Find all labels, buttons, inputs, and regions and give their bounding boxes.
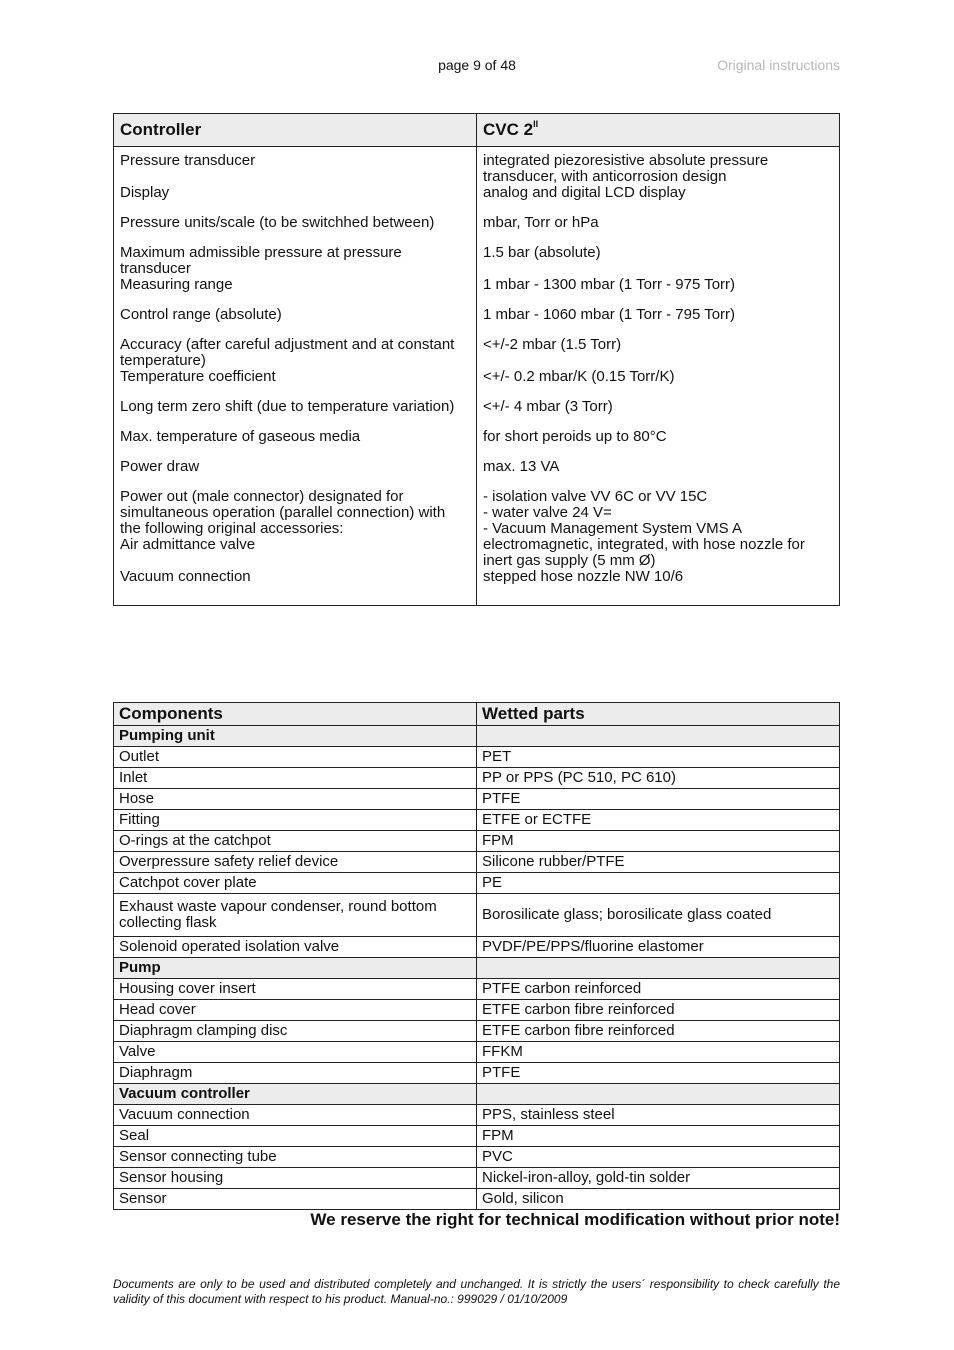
component-row — [114, 873, 840, 894]
spec-label: Pressure transducer — [120, 152, 256, 169]
spec-value: max. 13 VA — [477, 459, 840, 489]
model-superscript: II — [533, 119, 539, 129]
component-row — [114, 1021, 840, 1042]
component-name: Sensor housing — [114, 1168, 477, 1189]
wetted-part-material: Silicone rubber/PTFE — [477, 852, 840, 873]
component-row — [114, 831, 840, 852]
spec-value: integrated piezoresistive absolute pressure transducer, with anticorrosion design — [477, 147, 840, 186]
controller-spec-row — [114, 277, 840, 307]
component-name: Vacuum connection — [114, 1105, 477, 1126]
wetted-part-material — [477, 958, 840, 979]
component-name: Diaphragm — [114, 1063, 477, 1084]
wetted-part-material: FPM — [477, 831, 840, 852]
wetted-part-material: ETFE carbon fibre reinforced — [477, 1021, 840, 1042]
controller-header: Controller — [114, 114, 477, 147]
component-group-row — [114, 958, 840, 979]
spec-value: analog and digital LCD display — [477, 185, 840, 215]
component-row — [114, 1126, 840, 1147]
spec-value: electromagnetic, integrated, with hose nozzle for inert gas supply (5 mm Ø) — [477, 537, 840, 569]
wetted-part-material: PET — [477, 747, 840, 768]
component-name: Outlet — [114, 747, 477, 768]
wetted-part-material: Nickel-iron-alloy, gold-tin solder — [477, 1168, 840, 1189]
controller-spec-row — [114, 459, 840, 489]
controller-spec-row — [114, 569, 840, 606]
component-row — [114, 1063, 840, 1084]
components-header: Components — [114, 703, 477, 726]
spec-label: Temperature coefficient — [120, 368, 276, 385]
component-row — [114, 810, 840, 831]
spec-value: 1 mbar - 1300 mbar (1 Torr - 975 Torr) — [477, 277, 840, 307]
component-row — [114, 747, 840, 768]
wetted-part-material — [477, 1084, 840, 1105]
wetted-part-material: Borosilicate glass; borosilicate glass coated — [477, 894, 840, 937]
controller-spec-row — [114, 369, 840, 399]
components-table-header — [114, 703, 840, 726]
wetted-part-material: PP or PPS (PC 510, PC 610) — [477, 768, 840, 789]
component-row — [114, 937, 840, 958]
component-name: Head cover — [114, 1000, 477, 1021]
component-row — [114, 768, 840, 789]
components-table — [113, 702, 840, 1210]
spec-label: Long term zero shift (due to temperature variation) — [120, 398, 455, 415]
component-group-row — [114, 726, 840, 747]
modification-notice: We reserve the right for technical modification without prior note! — [310, 1210, 840, 1229]
component-name: Exhaust waste vapour condenser, round bottom collecting flask — [114, 894, 477, 937]
spec-value: stepped hose nozzle NW 10/6 — [477, 569, 840, 606]
footer-disclaimer: Documents are only to be used and distributed completely and unchanged. It is strictly the users´ responsibility to check carefully the validity of this document with respect to his product. Manual-no.: 999029 / 01/10/2009 — [113, 1277, 840, 1306]
component-name: Diaphragm clamping disc — [114, 1021, 477, 1042]
component-group-row — [114, 1084, 840, 1105]
component-name: Fitting — [114, 810, 477, 831]
wetted-part-material: PVC — [477, 1147, 840, 1168]
spec-value: for short peroids up to 80°C — [477, 429, 840, 459]
controller-spec-row — [114, 245, 840, 277]
component-row — [114, 852, 840, 873]
spec-value: <+/- 4 mbar (3 Torr) — [477, 399, 840, 429]
component-name: Housing cover insert — [114, 979, 477, 1000]
controller-spec-row — [114, 489, 840, 537]
controller-spec-row — [114, 185, 840, 215]
component-group-label: Pump — [114, 958, 477, 979]
wetted-part-material: PPS, stainless steel — [477, 1105, 840, 1126]
controller-spec-row — [114, 147, 840, 186]
component-row — [114, 789, 840, 810]
page-number: page 9 of 48 — [438, 57, 516, 73]
component-name: Valve — [114, 1042, 477, 1063]
controller-table-header — [114, 114, 840, 147]
spec-label: Measuring range — [120, 276, 233, 293]
spec-label: Air admittance valve — [120, 536, 256, 553]
spec-value: 1 mbar - 1060 mbar (1 Torr - 795 Torr) — [477, 307, 840, 337]
component-name: Sensor — [114, 1189, 477, 1210]
controller-table-body — [114, 147, 840, 606]
wetted-part-material: ETFE or ECTFE — [477, 810, 840, 831]
wetted-part-material: PVDF/PE/PPS/fluorine elastomer — [477, 937, 840, 958]
wetted-part-material: PTFE carbon reinforced — [477, 979, 840, 1000]
wetted-part-material: FPM — [477, 1126, 840, 1147]
spec-label: Pressure units/scale (to be switchhed between) — [120, 214, 435, 231]
original-instructions-label: Original instructions — [717, 57, 840, 73]
component-row — [114, 1105, 840, 1126]
controller-spec-row — [114, 537, 840, 569]
controller-spec-row — [114, 337, 840, 369]
component-row — [114, 1189, 840, 1210]
spec-label: Power out (male connector) designated for simultaneous operation (parallel connection) with the following original accessories: — [120, 488, 446, 537]
controller-spec-row — [114, 399, 840, 429]
component-name: Catchpot cover plate — [114, 873, 477, 894]
model-header — [477, 114, 840, 147]
component-row — [114, 1042, 840, 1063]
spec-label: Display — [120, 184, 170, 201]
component-row — [114, 894, 840, 937]
component-row — [114, 1168, 840, 1189]
spec-value: 1.5 bar (absolute) — [477, 245, 840, 277]
wetted-part-material: ETFE carbon fibre reinforced — [477, 1000, 840, 1021]
component-name: Overpressure safety relief device — [114, 852, 477, 873]
component-name: O-rings at the catchpot — [114, 831, 477, 852]
component-row — [114, 1000, 840, 1021]
spec-value: mbar, Torr or hPa — [477, 215, 840, 245]
spec-label: Vacuum connection — [120, 568, 251, 585]
component-name: Inlet — [114, 768, 477, 789]
wetted-part-material: PTFE — [477, 789, 840, 810]
component-row — [114, 979, 840, 1000]
controller-spec-row — [114, 429, 840, 459]
component-group-label: Pumping unit — [114, 726, 477, 747]
component-name: Seal — [114, 1126, 477, 1147]
wetted-part-material: PE — [477, 873, 840, 894]
spec-label: Maximum admissible pressure at pressure transducer — [120, 244, 402, 277]
component-name: Hose — [114, 789, 477, 810]
spec-value: - isolation valve VV 6C or VV 15C - water valve 24 V= - Vacuum Management System VMS A — [477, 489, 840, 537]
spec-value: <+/- 0.2 mbar/K (0.15 Torr/K) — [477, 369, 840, 399]
component-name: Sensor connecting tube — [114, 1147, 477, 1168]
spec-label: Max. temperature of gaseous media — [120, 428, 361, 445]
wetted-part-material: PTFE — [477, 1063, 840, 1084]
controller-spec-table — [113, 113, 840, 606]
spec-label: Accuracy (after careful adjustment and at constant temperature) — [120, 336, 455, 369]
model-name: CVC 2 — [483, 120, 534, 139]
wetted-part-material — [477, 726, 840, 747]
spec-label: Power draw — [120, 458, 200, 475]
component-group-label: Vacuum controller — [114, 1084, 477, 1105]
component-row — [114, 1147, 840, 1168]
components-table-body — [114, 726, 840, 1210]
component-name: Solenoid operated isolation valve — [114, 937, 477, 958]
spec-value: <+/-2 mbar (1.5 Torr) — [477, 337, 840, 369]
wetted-parts-header: Wetted parts — [477, 703, 840, 726]
controller-spec-row — [114, 307, 840, 337]
spec-label: Control range (absolute) — [120, 306, 282, 323]
wetted-part-material: Gold, silicon — [477, 1189, 840, 1210]
controller-spec-row — [114, 215, 840, 245]
wetted-part-material: FFKM — [477, 1042, 840, 1063]
